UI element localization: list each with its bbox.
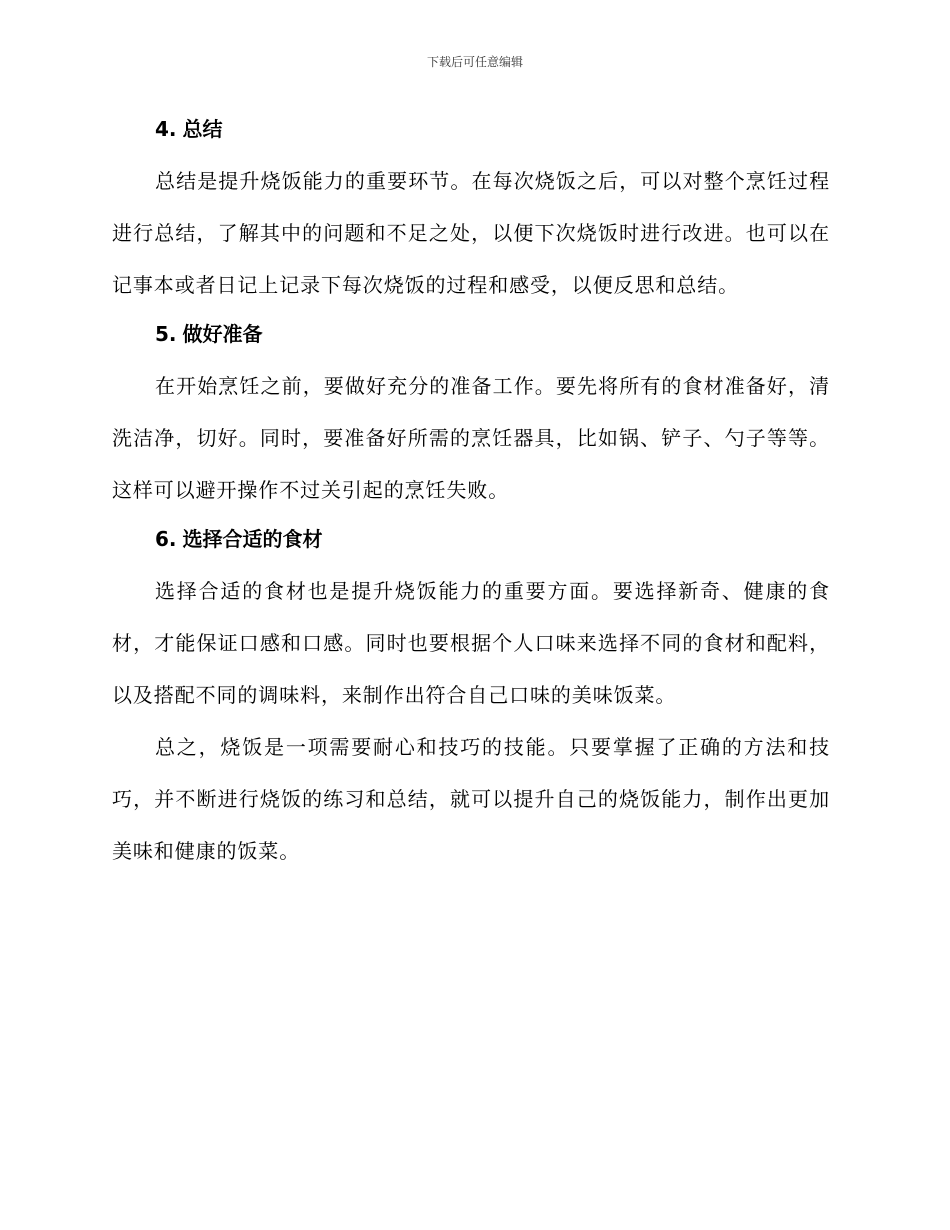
section-title: 做好准备 [182,322,263,346]
conclusion-paragraph: 总之，烧饭是一项需要耐心和技巧的技能。只要掌握了正确的方法和技巧，并不断进行烧饭的练习和总结，就可以提升自己的烧饭能力，制作出更加美味和健康的饭菜。 [112,735,830,863]
section-number: 5. [155,322,177,346]
section-heading-preparation [112,317,830,351]
section-paragraph-summary: 总结是提升烧饭能力的重要环节。在每次烧饭之后，可以对整个烹饪过程进行总结，了解其中的问题和不足之处，以便下次烧饭时进行改进。也可以在记事本或者日记上记录下每次烧饭的过程和感受，以便反思和总结。 [112,169,830,297]
section-title: 选择合适的食材 [182,527,323,551]
section-number: 4. [155,117,177,141]
section-number: 6. [155,527,177,551]
section-paragraph-preparation: 在开始烹饪之前，要做好充分的准备工作。要先将所有的食材准备好，清洗洁净，切好。同时，要准备好所需的烹饪器具，比如锅、铲子、勺子等等。这样可以避开操作不过关引起的烹饪失败。 [112,374,830,502]
page-header-note: 下载后可任意编辑 [426,55,523,69]
section-paragraph-ingredients: 选择合适的食材也是提升烧饭能力的重要方面。要选择新奇、健康的食材，才能保证口感和口感。同时也要根据个人口味来选择不同的食材和配料，以及搭配不同的调味料，来制作出符合自己口味的美味饭菜。 [112,579,830,707]
section-heading-summary [112,112,830,146]
section-title: 总结 [182,117,223,141]
document-body [112,112,830,877]
section-heading-ingredients [112,522,830,556]
